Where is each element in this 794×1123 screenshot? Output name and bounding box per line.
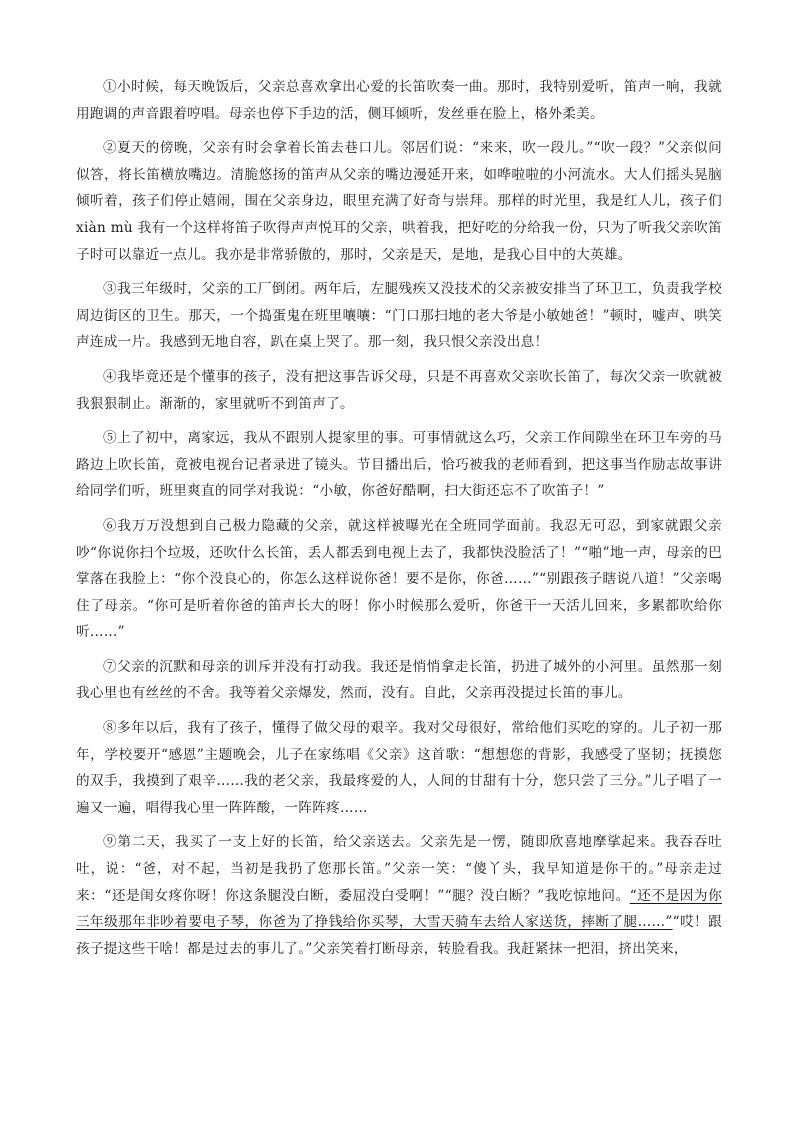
paragraph-8: ⑧多年以后，我有了孩子，懂得了做父母的艰辛。我对父母很好，常给他们买吃的穿的。儿子初一那年，学校要开“感恩”主题晚会，儿子在家练唱《父亲》这首歌：“想想您的背影，我感受了坚韧；抚摸您的双手，我摸到了艰辛……我的老父亲，我最疼爱的人，人间的甘甜有十分，您只尝了三分。”儿子唱了一遍又一遍，唱得我心里一阵阵酸，一阵阵疼……: [76, 720, 722, 816]
paragraph-3: ③我三年级时，父亲的工厂倒闭。两年后，左腿残疾又没技术的父亲被安排当了环卫工，负责我学校周边街区的卫生。那天，一个捣蛋鬼在班里嚷嚷：“门口那扫地的老大爷是小敏她爸！”顿时，嘘声、哄笑声连成一片。我感到无地自容，趴在桌上哭了。那一刻，我只恨父亲没出息！: [76, 281, 722, 351]
paragraph-9: [76, 829, 722, 962]
paragraph-2: ②夏天的傍晚，父亲有时会拿着长笛去巷口儿。邻居们说：“来来，吹一段儿。”“吹一段？”父亲似问似答，将长笛横放嘴边。清脆悠扬的笛声从父亲的嘴边漫延开来，如哗啦啦的小河流水。大人们摇头晃脑倾听着，孩子们停止嬉闹，围在父亲身边，眼里充满了好奇与崇拜。那样的时光里，我是红人儿，孩子们 xiàn mù 我有一个这样将笛子吹得声声悦耳的父亲，哄着我，把好吃的分给我一份，只为了听我父亲吹笛子时可以靠近一点儿。我亦是非常骄傲的，那时，父亲是天，是地，是我心目中的大英雄。: [76, 140, 722, 263]
paragraph-9-start: ⑨第二天，我买了一支上好的长笛，给父亲送去。父亲先是一愣，随即欣喜地摩挲起来。我吞吞吐吐，说：“爸，对不起，当初是我扔了您那长笛。”父亲一笑：“傻丫头，我早知道是你干的。”母亲走过来：“还是闺女疼你呀！你这条腿没白断，委屈没白受啊！”“腿？没白断？”我吃惊地问。: [76, 834, 722, 904]
paragraph-6: ⑥我万万没想到自己极力隐藏的父亲，就这样被曝光在全班同学面前。我忍无可忍，到家就跟父亲吵“你说你扫个垃圾，还吹什么长笛，丢人都丢到电视上去了，我都快没脸活了！”“啪”地一声，母亲的巴掌落在我脸上：“你个没良心的，你怎么这样说你爸！要不是你，你爸……”“别跟孩子瞎说八道！”父亲喝住了母亲。“你可是听着你爸的笛声长大的呀！你小时候那么爱听，你爸干一天活儿回来，多累都吹给你听……”: [76, 517, 722, 641]
paragraph-7: ⑦父亲的沉默和母亲的训斥并没有打动我。我还是悄悄拿走长笛，扔进了城外的小河里。虽然那一刻我心里也有丝丝的不舍。我等着父亲爆发，然而，没有。自此，父亲再没提过长笛的事儿。: [76, 658, 722, 702]
underlined-sentence: “还不是因为你三年级那年非吵着要电子琴，你爸为了挣钱给你买琴，大雪天骑车去给人家送货，摔断了腿……”: [76, 887, 722, 931]
paragraph-1: ①小时候，每天晚饭后，父亲总喜欢拿出心爱的长笛吹奏一曲。那时，我特别爱听，笛声一响，我就用跑调的声音跟着哼唱。母亲也停下手边的活，侧耳倾听，发丝垂在脸上，格外柔美。: [76, 79, 722, 122]
paragraph-5: ⑤上了初中，离家远，我从不跟别人提家里的事。可事情就这么巧，父亲工作间隙坐在环卫车旁的马路边上吹长笛，竟被电视台记者录进了镜头。节目播出后，恰巧被我的老师看到，把这事当作励志故事讲给同学们听，班里爽直的同学对我说：“小敏，你爸好酷啊，扫大街还忘不了吹笛子！”: [76, 430, 722, 500]
paragraph-4: ④我毕竟还是个懂事的孩子，没有把这事告诉父母，只是不再喜欢父亲吹长笛了，每次父亲一吹就被我狠狠制止。渐渐的，家里就听不到笛声了。: [76, 368, 722, 412]
paragraph-9-end: “哎！跟孩子提这些干啥！都是过去的事儿了。”父亲笑着打断母亲，转脸看我。我赶紧抹一把泪，挤出笑来，: [76, 914, 722, 957]
article-body: [76, 74, 722, 970]
